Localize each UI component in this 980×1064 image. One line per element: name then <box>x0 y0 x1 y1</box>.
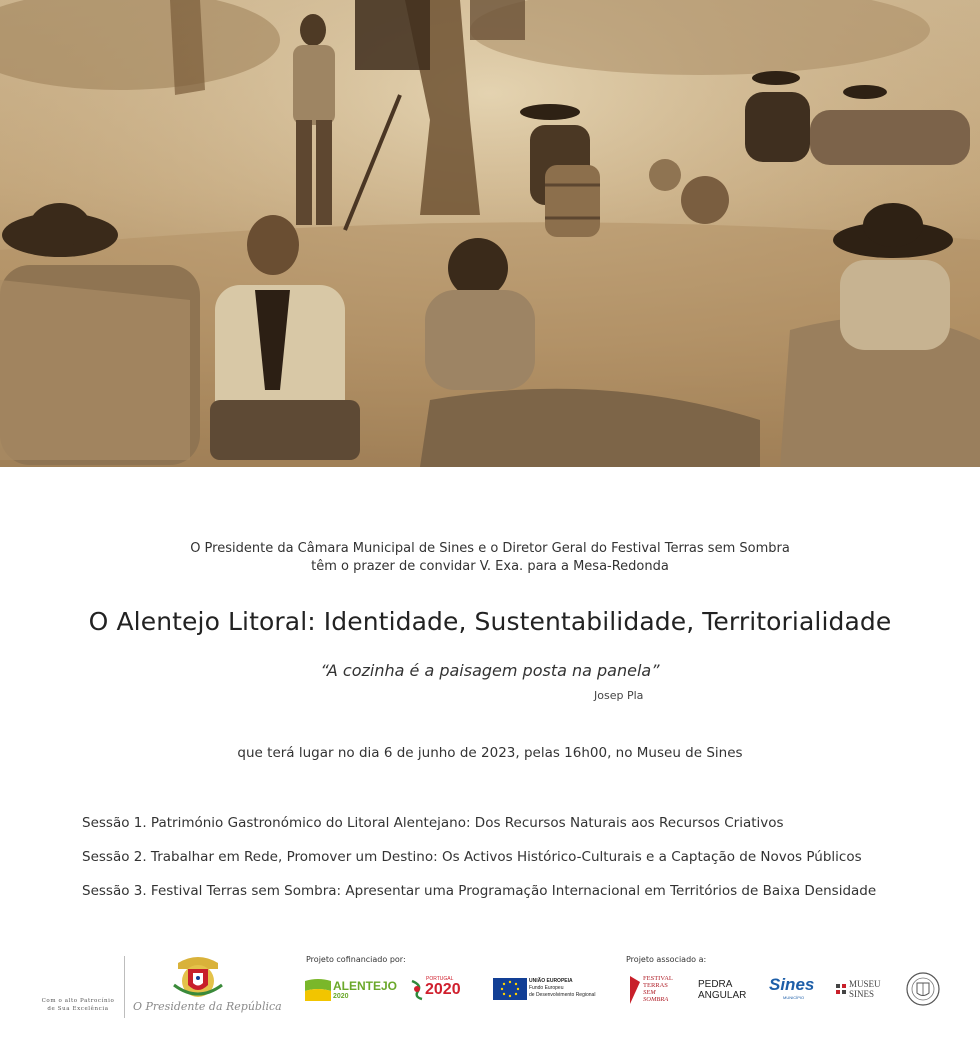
alentejo-mark-icon <box>305 977 331 1001</box>
invitation-line-2: têm o prazer de convidar V. Exa. para a Mesa-Redonda <box>311 559 669 574</box>
eu-flag-icon <box>493 978 527 1000</box>
patron-line-2: de Sua Excelência <box>47 1006 109 1012</box>
tss-line-4: SOMBRA <box>643 996 669 1003</box>
quote-text: “A cozinha é a paisagem posta na panela” <box>320 661 660 680</box>
museu-mark-icon <box>835 983 847 997</box>
portugal-small-text: PORTUGAL <box>426 976 454 982</box>
session-item-3: Sessão 3. Festival Terras sem Sombra: Apresentar uma Programação Internacional em Territórios de Baixa Densidade <box>82 883 877 899</box>
sines-text: Sines <box>769 975 815 994</box>
portugal-2020-logo <box>410 976 474 1002</box>
eu-line-3: de Desenvolvimento Regional <box>529 992 596 998</box>
roundtable-title: O Alentejo Litoral: Identidade, Sustentabilidade, Territorialidade <box>88 607 892 636</box>
footer-divider <box>124 956 125 1018</box>
portugal-2020-text: 2020 <box>425 981 461 998</box>
eu-fund-logo <box>493 978 603 1002</box>
event-date-line: que terá lugar no dia 6 de junho de 2023, pelas 16h00, no Museu de Sines <box>237 745 743 761</box>
sessions-list <box>82 814 972 916</box>
sepia-photo-icon <box>0 0 980 467</box>
tss-line-3: SEM <box>643 989 656 996</box>
seal-icon <box>905 971 941 1007</box>
alentejo-year: 2020 <box>333 993 349 1000</box>
museu-line-1: MUSEU <box>849 979 881 989</box>
museu-line-2: SINES <box>849 989 875 999</box>
portugal-mark-icon <box>410 979 424 1001</box>
sines-sub-text: MUNICÍPIO <box>783 995 805 1000</box>
tss-line-1: FESTIVAL <box>643 975 673 982</box>
invitation-line-1: O Presidente da Câmara Municipal de Sines e o Diretor Geral do Festival Terras sem Sombra <box>190 541 790 556</box>
session-item-2: Sessão 2. Trabalhar em Rede, Promover um Destino: Os Activos Histórico-Culturais e a Captação de Novos Públicos <box>82 849 862 865</box>
eu-line-2: Fundo Europeu <box>529 985 564 991</box>
invitation-text <box>0 540 980 576</box>
president-signature: O Presidente da República <box>133 1000 282 1013</box>
tss-line-2: TERRAS <box>643 982 668 989</box>
pedra-angular-logo <box>698 979 746 1001</box>
alentejo-2020-logo <box>305 977 398 1003</box>
coat-of-arms-icon <box>168 955 228 1001</box>
terras-sem-sombra-logo <box>628 975 684 1005</box>
patron-text <box>36 997 120 1013</box>
museu-sines-logo <box>835 979 887 1003</box>
alentejo-text: ALENTEJO <box>333 979 398 993</box>
tss-mark-icon <box>628 976 642 1004</box>
session-item-1: Sessão 1. Património Gastronómico do Litoral Alentejano: Dos Recursos Naturais aos Recursos Criativos <box>82 815 784 831</box>
eu-line-1: UNIÃO EUROPEIA <box>529 978 573 984</box>
pedra-line-1: PEDRA <box>698 979 733 990</box>
cofinanced-label: Projeto cofinanciado por: <box>306 955 406 964</box>
associated-label: Projeto associado a: <box>626 955 707 964</box>
header-photograph <box>0 0 980 467</box>
sines-municipality-logo <box>769 975 814 1000</box>
pedra-line-2: ANGULAR <box>698 990 747 1001</box>
patron-line-1: Com o alto Patrocínio <box>41 998 115 1004</box>
quote-author: Josep Pla <box>594 689 644 702</box>
